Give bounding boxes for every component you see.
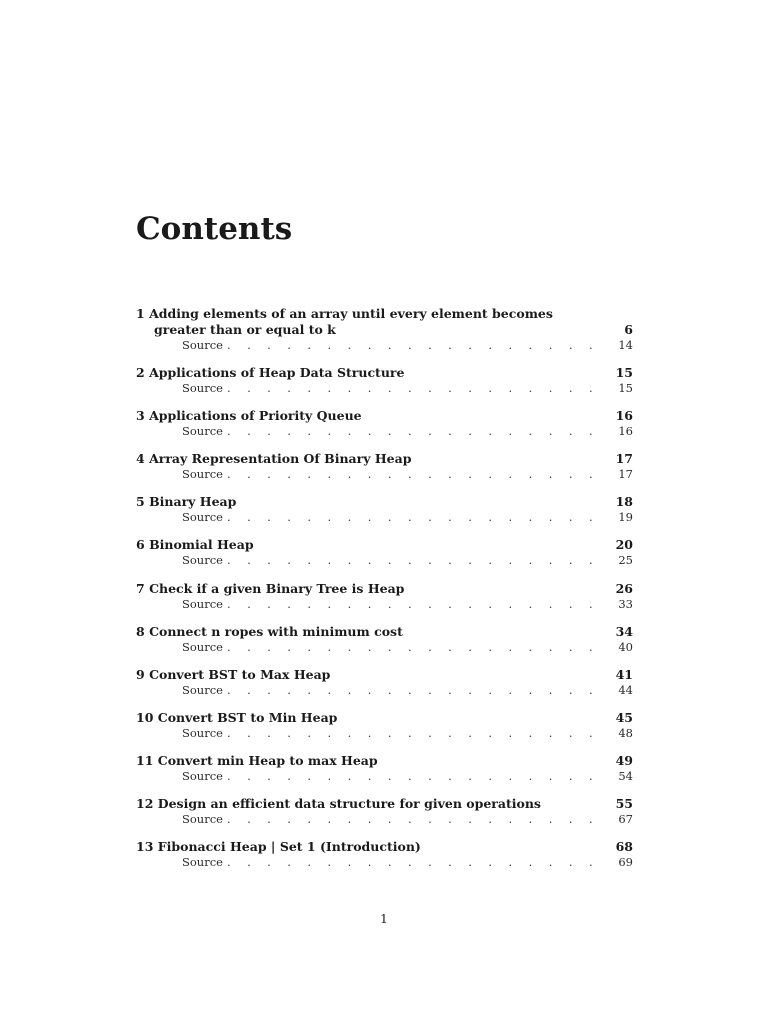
chapter-page-number: 20 xyxy=(615,537,633,553)
dot-leader xyxy=(227,812,609,827)
chapter-title: Applications of Priority Queue xyxy=(149,408,362,424)
chapter-text xyxy=(136,537,609,553)
source-page-number: 17 xyxy=(618,467,633,482)
source-page-number: 19 xyxy=(618,510,633,525)
chapter-text xyxy=(136,581,609,597)
chapter-line[interactable] xyxy=(136,710,633,726)
chapter-text xyxy=(136,365,609,381)
dot-leader xyxy=(227,381,609,396)
chapter-number: 1 xyxy=(136,306,145,321)
dot-leader xyxy=(227,726,609,741)
chapter-page-number: 15 xyxy=(615,365,633,381)
toc-entry-8[interactable] xyxy=(136,624,633,655)
chapter-number: 12 xyxy=(136,796,154,812)
source-page-number: 40 xyxy=(618,639,633,654)
chapter-page-number: 34 xyxy=(615,623,633,639)
chapter-title: Convert BST to Max Heap xyxy=(149,666,331,682)
chapter-number: 9 xyxy=(136,666,145,682)
toc-entry-4[interactable] xyxy=(136,451,633,482)
source-page-number: 69 xyxy=(618,855,633,870)
dot-leader xyxy=(227,553,609,568)
toc-entry-9[interactable] xyxy=(136,667,633,698)
source-label: Source xyxy=(182,596,223,611)
toc-entry-11[interactable] xyxy=(136,753,633,784)
dot-leader xyxy=(227,769,609,784)
source-label: Source xyxy=(182,682,223,697)
chapter-number: 8 xyxy=(136,623,145,639)
toc-entry-5[interactable] xyxy=(136,494,633,525)
chapter-number: 10 xyxy=(136,709,154,725)
chapter-number: 3 xyxy=(136,408,145,424)
source-label: Source xyxy=(182,510,223,525)
source-line[interactable] xyxy=(136,338,633,353)
source-line[interactable] xyxy=(136,726,633,741)
source-line[interactable] xyxy=(136,467,633,482)
chapter-text xyxy=(136,624,609,640)
chapter-text xyxy=(136,306,609,338)
source-label: Source xyxy=(182,381,223,396)
dot-leader xyxy=(227,338,609,353)
chapter-text xyxy=(136,667,609,683)
chapter-number: 11 xyxy=(136,752,154,768)
chapter-page-number: 41 xyxy=(615,666,633,682)
chapter-line[interactable] xyxy=(136,753,633,769)
chapter-line[interactable] xyxy=(136,365,633,381)
chapter-page-number: 68 xyxy=(615,839,633,855)
chapter-page-number: 18 xyxy=(615,494,633,510)
source-page-number: 67 xyxy=(618,812,633,827)
source-page-number: 25 xyxy=(618,553,633,568)
dot-leader xyxy=(227,467,609,482)
source-line[interactable] xyxy=(136,640,633,655)
chapter-page-number: 45 xyxy=(615,709,633,725)
chapter-title: Adding elements of an array until every element becomes greater than or equal to k xyxy=(149,306,553,337)
source-label: Source xyxy=(182,553,223,568)
source-label: Source xyxy=(182,855,223,870)
source-page-number: 44 xyxy=(618,682,633,697)
source-label: Source xyxy=(182,338,223,352)
chapter-title: Applications of Heap Data Structure xyxy=(149,365,405,381)
toc-entry-6[interactable] xyxy=(136,537,633,568)
source-page-number: 16 xyxy=(618,424,633,439)
chapter-page-number: 17 xyxy=(615,451,633,467)
dot-leader xyxy=(227,640,609,655)
page-title: Contents xyxy=(136,211,293,247)
chapter-number: 5 xyxy=(136,494,145,510)
chapter-line[interactable] xyxy=(136,624,633,640)
chapter-page-number: 6 xyxy=(624,322,633,337)
chapter-text xyxy=(136,494,609,510)
chapter-line[interactable] xyxy=(136,537,633,553)
toc-entry-3[interactable] xyxy=(136,408,633,439)
chapter-line[interactable] xyxy=(136,451,633,467)
source-label: Source xyxy=(182,768,223,783)
chapter-text xyxy=(136,753,609,769)
page-number: 1 xyxy=(380,912,388,926)
chapter-text xyxy=(136,839,609,855)
chapter-number: 7 xyxy=(136,580,145,596)
source-label: Source xyxy=(182,812,223,827)
toc-entry-13[interactable] xyxy=(136,839,633,870)
toc-entry-7[interactable] xyxy=(136,581,633,612)
chapter-text xyxy=(136,408,609,424)
source-line[interactable] xyxy=(136,855,633,870)
toc-entry-10[interactable] xyxy=(136,710,633,741)
toc-entry-12[interactable] xyxy=(136,796,633,827)
toc-entry-1[interactable] xyxy=(136,306,633,353)
source-page-number: 14 xyxy=(618,338,633,352)
source-line[interactable] xyxy=(136,597,633,612)
toc-entry-2[interactable] xyxy=(136,365,633,396)
chapter-title: Check if a given Binary Tree is Heap xyxy=(149,580,405,596)
source-page-number: 54 xyxy=(618,768,633,783)
chapter-title: Design an efficient data structure for given operations xyxy=(157,796,541,812)
chapter-line[interactable] xyxy=(136,667,633,683)
chapter-title: Connect n ropes with minimum cost xyxy=(149,623,403,639)
source-page-number: 33 xyxy=(618,596,633,611)
chapter-title: Fibonacci Heap | Set 1 (Introduction) xyxy=(157,839,421,855)
chapter-title: Convert BST to Min Heap xyxy=(157,709,338,725)
chapter-title: Binomial Heap xyxy=(149,537,254,553)
table-of-contents xyxy=(136,306,633,882)
chapter-line[interactable] xyxy=(136,494,633,510)
chapter-line[interactable] xyxy=(136,581,633,597)
source-line[interactable] xyxy=(136,424,633,439)
source-line[interactable] xyxy=(136,683,633,698)
chapter-page-number: 16 xyxy=(615,408,633,424)
source-page-number: 48 xyxy=(618,725,633,740)
chapter-page-number: 26 xyxy=(615,580,633,596)
source-line[interactable] xyxy=(136,510,633,525)
source-label: Source xyxy=(182,424,223,439)
source-label: Source xyxy=(182,467,223,482)
chapter-line[interactable] xyxy=(136,408,633,424)
source-label: Source xyxy=(182,639,223,654)
chapter-line[interactable] xyxy=(136,306,633,338)
source-line[interactable] xyxy=(136,381,633,396)
source-line[interactable] xyxy=(136,769,633,784)
dot-leader xyxy=(227,510,609,525)
chapter-line[interactable] xyxy=(136,796,633,812)
chapter-text xyxy=(136,451,609,467)
chapter-line[interactable] xyxy=(136,839,633,855)
chapter-number: 4 xyxy=(136,451,145,467)
dot-leader xyxy=(227,424,609,439)
chapter-number: 6 xyxy=(136,537,145,553)
dot-leader xyxy=(227,683,609,698)
chapter-number: 2 xyxy=(136,365,145,381)
chapter-title: Convert min Heap to max Heap xyxy=(157,752,378,768)
dot-leader xyxy=(227,597,609,612)
chapter-title: Array Representation Of Binary Heap xyxy=(149,451,412,467)
source-page-number: 15 xyxy=(618,381,633,396)
source-label: Source xyxy=(182,725,223,740)
chapter-title: Binary Heap xyxy=(149,494,237,510)
chapter-text xyxy=(136,710,609,726)
chapter-page-number: 55 xyxy=(615,796,633,812)
source-line[interactable] xyxy=(136,812,633,827)
chapter-number: 13 xyxy=(136,839,154,855)
chapter-text xyxy=(136,796,609,812)
dot-leader xyxy=(227,855,609,870)
chapter-page-number: 49 xyxy=(615,752,633,768)
source-line[interactable] xyxy=(136,553,633,568)
